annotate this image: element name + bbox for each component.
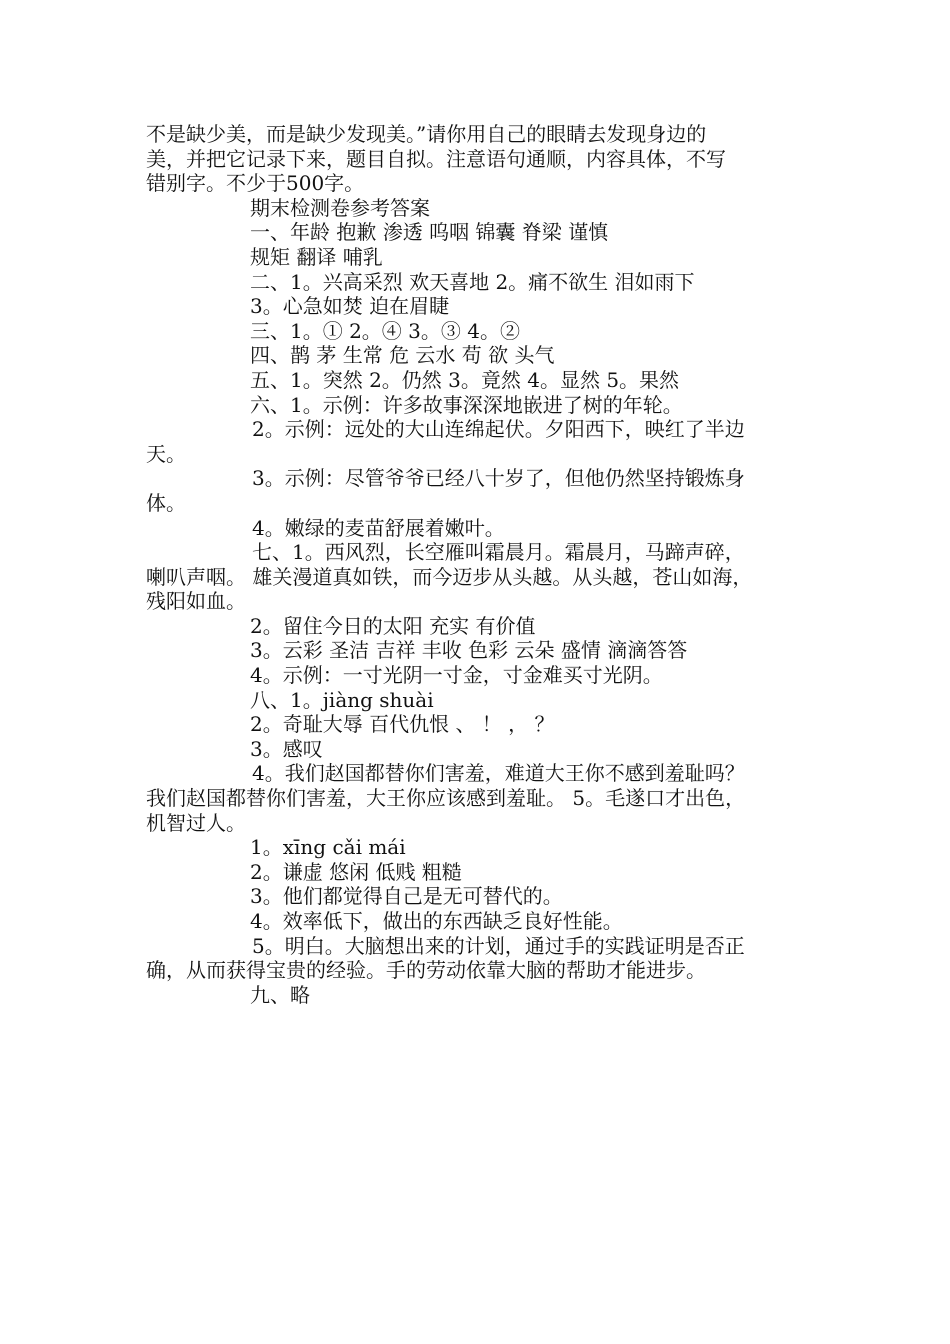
text-line: 规矩 翻译 哺乳 — [250, 244, 383, 269]
text-line: 我们赵国都替你们害羞，大王你应该感到羞耻。 5。毛遂口才出色， — [146, 786, 746, 811]
text-line: 七、1。西风烈，长空雁叫霜晨月。霜晨月，马蹄声碎， — [252, 540, 745, 565]
text-line: 2。示例：远处的大山连绵起伏。夕阳西下，映红了半边 — [252, 417, 745, 442]
text-line: 三、1。① 2。④ 3。③ 4。② — [250, 318, 520, 343]
text-line: 五、1。突然 2。仍然 3。竟然 4。显然 5。果然 — [250, 367, 680, 392]
text-line: 体。 — [146, 490, 186, 515]
text-line: 喇叭声咽。 雄关漫道真如铁，而今迈步从头越。从头越，苍山如海， — [146, 564, 753, 589]
text-line: 四、鹊 茅 生常 危 云水 苟 欲 头气 — [250, 343, 555, 368]
text-line: 不是缺少美，而是缺少发现美。”请你用自己的眼睛去发现身边的 — [146, 122, 707, 146]
text-line: 天。 — [146, 441, 186, 466]
text-line: 4。嫩绿的麦苗舒展着嫩叶。 — [252, 515, 505, 540]
answer-key-title: 期末检测卷参考答案 — [250, 195, 430, 220]
text-line: 4。示例：一寸光阴一寸金，寸金难买寸光阴。 — [250, 663, 663, 688]
text-line: 一、年龄 抱歉 渗透 呜咽 锦囊 脊梁 谨慎 — [250, 220, 609, 245]
text-line: 九、略 — [250, 982, 310, 1007]
text-line: 3。感叹 — [250, 736, 323, 761]
text-line: 美，并把它记录下来，题目自拟。注意语句通顺，内容具体，不写 — [146, 146, 726, 171]
text-line: 错别字。不少于500字。 — [146, 171, 365, 196]
text-line: 二、1。兴高采烈 欢天喜地 2。痛不欲生 泪如雨下 — [250, 269, 695, 294]
text-line: 1。xīng cǎi mái — [250, 835, 406, 860]
text-line: 2。谦虚 悠闲 低贱 粗糙 — [250, 859, 462, 884]
text-line: 3。他们都觉得自己是无可替代的。 — [250, 884, 563, 909]
text-line: 确，从而获得宝贵的经验。手的劳动依靠大脑的帮助才能进步。 — [146, 958, 706, 983]
text-line: 六、1。示例：许多故事深深地嵌进了树的年轮。 — [250, 392, 683, 417]
answer-text — [146, 122, 810, 1007]
text-line: 4。我们赵国都替你们害羞，难道大王你不感到羞耻吗？ — [252, 761, 745, 786]
text-line: 机智过人。 — [146, 810, 246, 835]
text-line: 八、1。jiàng shuài — [250, 687, 434, 712]
text-line: 3。云彩 圣洁 吉祥 丰收 色彩 云朵 盛情 滴滴答答 — [250, 638, 688, 663]
text-line: 2。留住今日的太阳 充实 有价值 — [250, 613, 536, 638]
text-line: 5。明白。大脑想出来的计划，通过手的实践证明是否正 — [252, 933, 745, 958]
text-line: 3。心急如焚 迫在眉睫 — [250, 294, 450, 319]
text-line: 3。示例：尽管爷爷已经八十岁了，但他仍然坚持锻炼身 — [252, 466, 745, 491]
text-line: 2。奇耻大辱 百代仇恨 、 ！ ， ？ — [250, 712, 555, 737]
text-line: 4。效率低下，做出的东西缺乏良好性能。 — [250, 909, 623, 933]
text-line: 残阳如血。 — [146, 589, 246, 614]
